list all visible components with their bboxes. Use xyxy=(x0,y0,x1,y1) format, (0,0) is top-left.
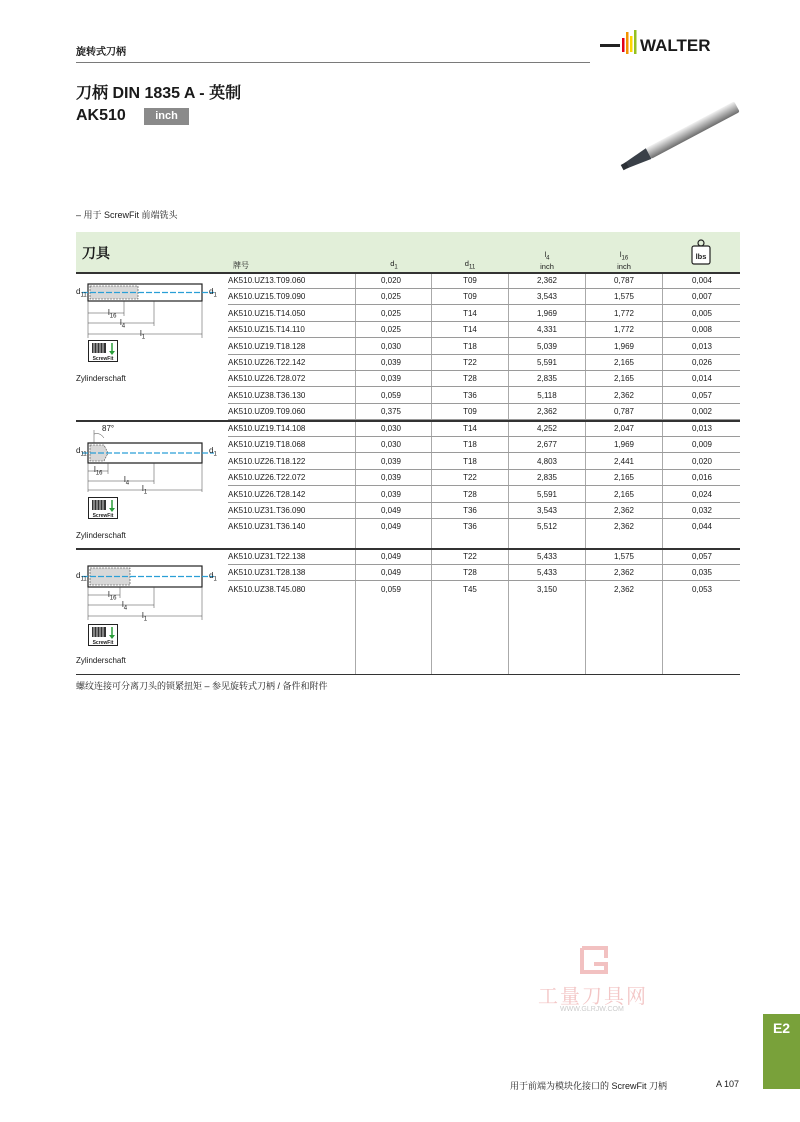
designation-cell: AK510.UZ26.T18.122 xyxy=(228,456,306,466)
table-cell: 2,047 xyxy=(613,424,635,433)
chapter-tab: E2 xyxy=(763,1014,800,1089)
table-cell: T14 xyxy=(463,325,477,335)
designation-cell: AK510.UZ19.T18.068 xyxy=(228,440,306,450)
table-cell: 0,049 xyxy=(380,506,402,515)
table-cell: T18 xyxy=(463,440,477,450)
table-cell: 0,025 xyxy=(380,308,402,318)
designation-cell: AK510.UZ26.T28.142 xyxy=(228,489,306,499)
table-cell: T09 xyxy=(463,276,477,285)
screwfit-label: ScrewFit xyxy=(92,640,114,646)
table-cell: 2,835 xyxy=(536,374,558,384)
row-divider xyxy=(228,485,740,486)
designation-cell: AK510.UZ26.T22.072 xyxy=(228,473,306,483)
page-number: A 107 xyxy=(716,1079,740,1089)
row-divider xyxy=(228,304,740,305)
designation-cell: AK510.UZ15.T09.090 xyxy=(228,292,306,302)
dim-l16: $l_{16}$ xyxy=(108,590,117,602)
table-cell: 2,441 xyxy=(613,456,635,466)
row-divider xyxy=(228,580,740,581)
table-cell: 0,002 xyxy=(691,407,713,417)
dim-d1: $d_1$ xyxy=(209,287,217,299)
model-code: AK510 xyxy=(76,107,126,124)
table-cell: 0,014 xyxy=(691,374,713,384)
shank-type-label: Zylinderschaft xyxy=(76,656,126,665)
table-cell: 1,969 xyxy=(536,308,558,318)
designation-cell: AK510.UZ09.T09.060 xyxy=(228,407,306,417)
table-cell: T18 xyxy=(463,341,477,351)
table-cell: 0,013 xyxy=(691,424,713,433)
dim-d11: $d_{11}$ xyxy=(76,287,87,299)
tool-drawing-3 xyxy=(74,562,224,622)
designation-cell: AK510.UZ31.T28.138 xyxy=(228,568,306,578)
col-d11: $d_{11}$ xyxy=(464,259,476,271)
dim-l4: $l_4$ xyxy=(124,475,130,487)
table-cell: T22 xyxy=(463,358,477,367)
row-divider xyxy=(228,452,740,453)
tool-drawing-2 xyxy=(74,424,224,494)
table-cell: 1,772 xyxy=(613,308,635,318)
table-cell: 0,059 xyxy=(380,390,402,400)
col-l16: $l_{16}$ inch xyxy=(617,250,631,271)
designation-cell: AK510.UZ31.T36.090 xyxy=(228,506,306,515)
col-l4: $l_4$ inch xyxy=(540,250,554,271)
screwfit-label: ScrewFit xyxy=(92,356,114,362)
screwfit-icon xyxy=(88,624,118,646)
table-cell: 5,512 xyxy=(536,522,558,532)
table-cell: 2,362 xyxy=(613,522,635,532)
watermark-text: 工量刀具网 xyxy=(538,984,648,1008)
watermark-logo-icon xyxy=(578,944,610,976)
dim-l16: $l_{16}$ xyxy=(108,308,117,320)
table-cell: 2,362 xyxy=(613,584,635,594)
screwfit-icon xyxy=(88,497,118,519)
col-divider xyxy=(662,272,663,675)
table-cell: 2,165 xyxy=(613,374,635,384)
designation-cell: AK510.UZ15.T14.110 xyxy=(228,325,305,335)
table-cell: 0,787 xyxy=(613,407,635,417)
table-cell: 0,057 xyxy=(691,552,713,561)
table-cell: T28 xyxy=(463,568,477,578)
col-divider xyxy=(431,272,432,675)
table-cell: 1,969 xyxy=(613,341,635,351)
designation-cell: AK510.UZ26.T28.072 xyxy=(228,374,306,384)
table-cell: 0,049 xyxy=(380,522,402,532)
table-cell: 0,030 xyxy=(380,440,402,450)
table-cell: 0,053 xyxy=(691,584,713,594)
row-divider xyxy=(228,386,740,387)
weight-unit: lbs xyxy=(695,252,707,261)
screwfit-label: ScrewFit xyxy=(92,513,114,519)
table-cell: 0,025 xyxy=(380,325,402,335)
table-cell: 0,375 xyxy=(380,407,402,417)
table-cell: T28 xyxy=(463,489,477,499)
table-cell: 0,039 xyxy=(380,489,402,499)
row-divider xyxy=(228,354,740,355)
table-cell: 0,025 xyxy=(380,292,402,302)
watermark-url: WWW.GLRJW.COM xyxy=(560,1006,624,1013)
table-cell: 0,020 xyxy=(691,456,713,466)
table-bottom-rule xyxy=(76,674,740,675)
group-divider xyxy=(76,548,740,550)
table-cell: 0,059 xyxy=(380,584,402,594)
table-cell: 1,969 xyxy=(613,440,635,450)
walter-logo xyxy=(600,28,740,58)
table-cell: 0,008 xyxy=(691,325,713,335)
table-cell: 5,039 xyxy=(536,341,558,351)
designation-cell: AK510.UZ26.T22.142 xyxy=(228,358,306,367)
designation-cell: AK510.UZ19.T18.128 xyxy=(228,341,306,351)
table-cell: 0,013 xyxy=(691,341,713,351)
table-cell: 0,005 xyxy=(691,308,713,318)
row-divider xyxy=(228,321,740,322)
table-cell: 2,362 xyxy=(613,390,635,400)
table-cell: 1,575 xyxy=(613,552,635,561)
table-cell: 3,150 xyxy=(536,584,558,594)
table-cell: 0,030 xyxy=(380,424,402,433)
table-cell: 0,049 xyxy=(380,568,402,578)
dim-l1: $l_1$ xyxy=(142,611,148,623)
table-cell: T36 xyxy=(463,506,477,515)
table-cell: 0,039 xyxy=(380,456,402,466)
table-cell: 4,803 xyxy=(536,456,558,466)
group-divider xyxy=(76,272,740,274)
usage-note: – 用于 ScrewFit 前端铣头 xyxy=(76,210,178,220)
col-divider xyxy=(508,272,509,675)
dim-d1: $d_1$ xyxy=(209,571,217,583)
dim-d11: $d_{11}$ xyxy=(76,571,87,583)
table-cell: 0,024 xyxy=(691,489,713,499)
table-cell: 3,543 xyxy=(536,506,558,515)
table-cell: T45 xyxy=(463,584,477,594)
table-cell: 0,032 xyxy=(691,506,713,515)
table-cell: 0,004 xyxy=(691,276,713,285)
table-cell: 0,049 xyxy=(380,552,402,561)
row-divider xyxy=(228,564,740,565)
designation-cell: AK510.UZ38.T45.080 xyxy=(228,584,306,594)
table-cell: 0,030 xyxy=(380,341,402,351)
footer-text: 用于前端为模块化接口的 ScrewFit 刀柄 xyxy=(510,1081,668,1091)
table-cell: 0,016 xyxy=(691,473,713,483)
row-divider xyxy=(228,419,740,420)
table-cell: 1,772 xyxy=(613,325,635,335)
col-d1: $d_1$ xyxy=(390,259,398,271)
table-cell: 0,009 xyxy=(691,440,713,450)
screwfit-icon xyxy=(88,340,118,362)
weight-icon xyxy=(690,238,712,266)
angle-label: 87° xyxy=(102,424,115,433)
row-divider xyxy=(228,436,740,437)
shank-product-image xyxy=(615,100,745,175)
table-cell: T36 xyxy=(463,390,477,400)
table-cell: 2,165 xyxy=(613,358,635,367)
header-rule xyxy=(76,62,590,63)
brand-wordmark: WALTER xyxy=(640,36,711,55)
table-header-band xyxy=(76,232,740,272)
table-cell: 0,039 xyxy=(380,473,402,483)
table-cell: 2,362 xyxy=(613,506,635,515)
designation-cell: AK510.UZ38.T36.130 xyxy=(228,390,306,400)
row-divider xyxy=(228,502,740,503)
table-cell: 2,677 xyxy=(536,440,558,450)
table-cell: 2,362 xyxy=(536,407,558,417)
table-cell: 2,362 xyxy=(613,568,635,578)
row-divider xyxy=(228,337,740,338)
row-divider xyxy=(228,469,740,470)
table-cell: 5,591 xyxy=(536,358,558,367)
col-divider xyxy=(355,272,356,675)
table-cell: 0,035 xyxy=(691,568,713,578)
table-cell: T09 xyxy=(463,407,477,417)
designation-cell: AK510.UZ19.T14.108 xyxy=(228,424,306,433)
table-cell: 0,026 xyxy=(691,358,713,367)
designation-cell: AK510.UZ31.T22.138 xyxy=(228,552,306,561)
table-cell: 0,044 xyxy=(691,522,713,532)
dim-d11: $d_{11}$ xyxy=(76,446,87,458)
section-label: 旋转式刀柄 xyxy=(76,47,126,58)
designation-cell: AK510.UZ31.T36.140 xyxy=(228,522,306,532)
row-divider xyxy=(228,518,740,519)
group-divider xyxy=(76,420,740,422)
table-cell: 4,331 xyxy=(536,325,558,335)
table-cell: 2,362 xyxy=(536,276,558,285)
watermark xyxy=(530,944,680,1019)
col-designation: 牌号 xyxy=(233,261,249,270)
shank-type-label: Zylinderschaft xyxy=(76,374,126,383)
table-cell: 0,039 xyxy=(380,358,402,367)
table-cell: T28 xyxy=(463,374,477,384)
row-divider xyxy=(228,370,740,371)
tools-heading: 刀具 xyxy=(82,245,110,261)
dim-l4: $l_4$ xyxy=(122,600,128,612)
dim-l1: $l_1$ xyxy=(142,484,148,496)
table-cell: T14 xyxy=(463,424,477,433)
table-cell: T36 xyxy=(463,522,477,532)
table-cell: 2,165 xyxy=(613,489,635,499)
page-title: 刀柄 DIN 1835 A - 英制 xyxy=(76,85,242,102)
designation-cell: AK510.UZ15.T14.050 xyxy=(228,308,306,318)
table-cell: T18 xyxy=(463,456,477,466)
dim-l16: $l_{16}$ xyxy=(94,465,103,477)
table-cell: 1,575 xyxy=(613,292,635,302)
table-cell: T22 xyxy=(463,552,477,561)
col-divider xyxy=(585,272,586,675)
table-cell: 4,252 xyxy=(536,424,558,433)
table-cell: 0,039 xyxy=(380,374,402,384)
table-cell: 0,057 xyxy=(691,390,713,400)
dim-d1: $d_1$ xyxy=(209,446,217,458)
dim-l1: $l_1$ xyxy=(140,329,146,341)
table-cell: 0,007 xyxy=(691,292,713,302)
table-cell: T09 xyxy=(463,292,477,302)
row-divider xyxy=(228,288,740,289)
unit-badge: inch xyxy=(144,108,189,125)
table-cell: 0,020 xyxy=(380,276,402,285)
tool-drawing-1 xyxy=(74,280,224,340)
table-cell: 5,118 xyxy=(537,390,557,400)
table-cell: 5,433 xyxy=(536,568,558,578)
designation-cell: AK510.UZ13.T09.060 xyxy=(228,276,306,285)
table-cell: 5,591 xyxy=(536,489,558,499)
dim-l4: $l_4$ xyxy=(120,318,126,330)
table-cell: 5,433 xyxy=(536,552,558,561)
shank-type-label: Zylinderschaft xyxy=(76,531,126,540)
table-cell: 2,165 xyxy=(613,473,635,483)
torque-note: 螺纹连接可分离刀头的锁紧扭矩 – 参见旋转式刀柄 / 备件和附件 xyxy=(76,681,328,691)
table-cell: T14 xyxy=(463,308,477,318)
table-cell: 2,835 xyxy=(536,473,558,483)
row-divider xyxy=(228,403,740,404)
table-cell: T22 xyxy=(463,473,477,483)
table-cell: 3,543 xyxy=(536,292,558,302)
table-cell: 0,787 xyxy=(613,276,635,285)
